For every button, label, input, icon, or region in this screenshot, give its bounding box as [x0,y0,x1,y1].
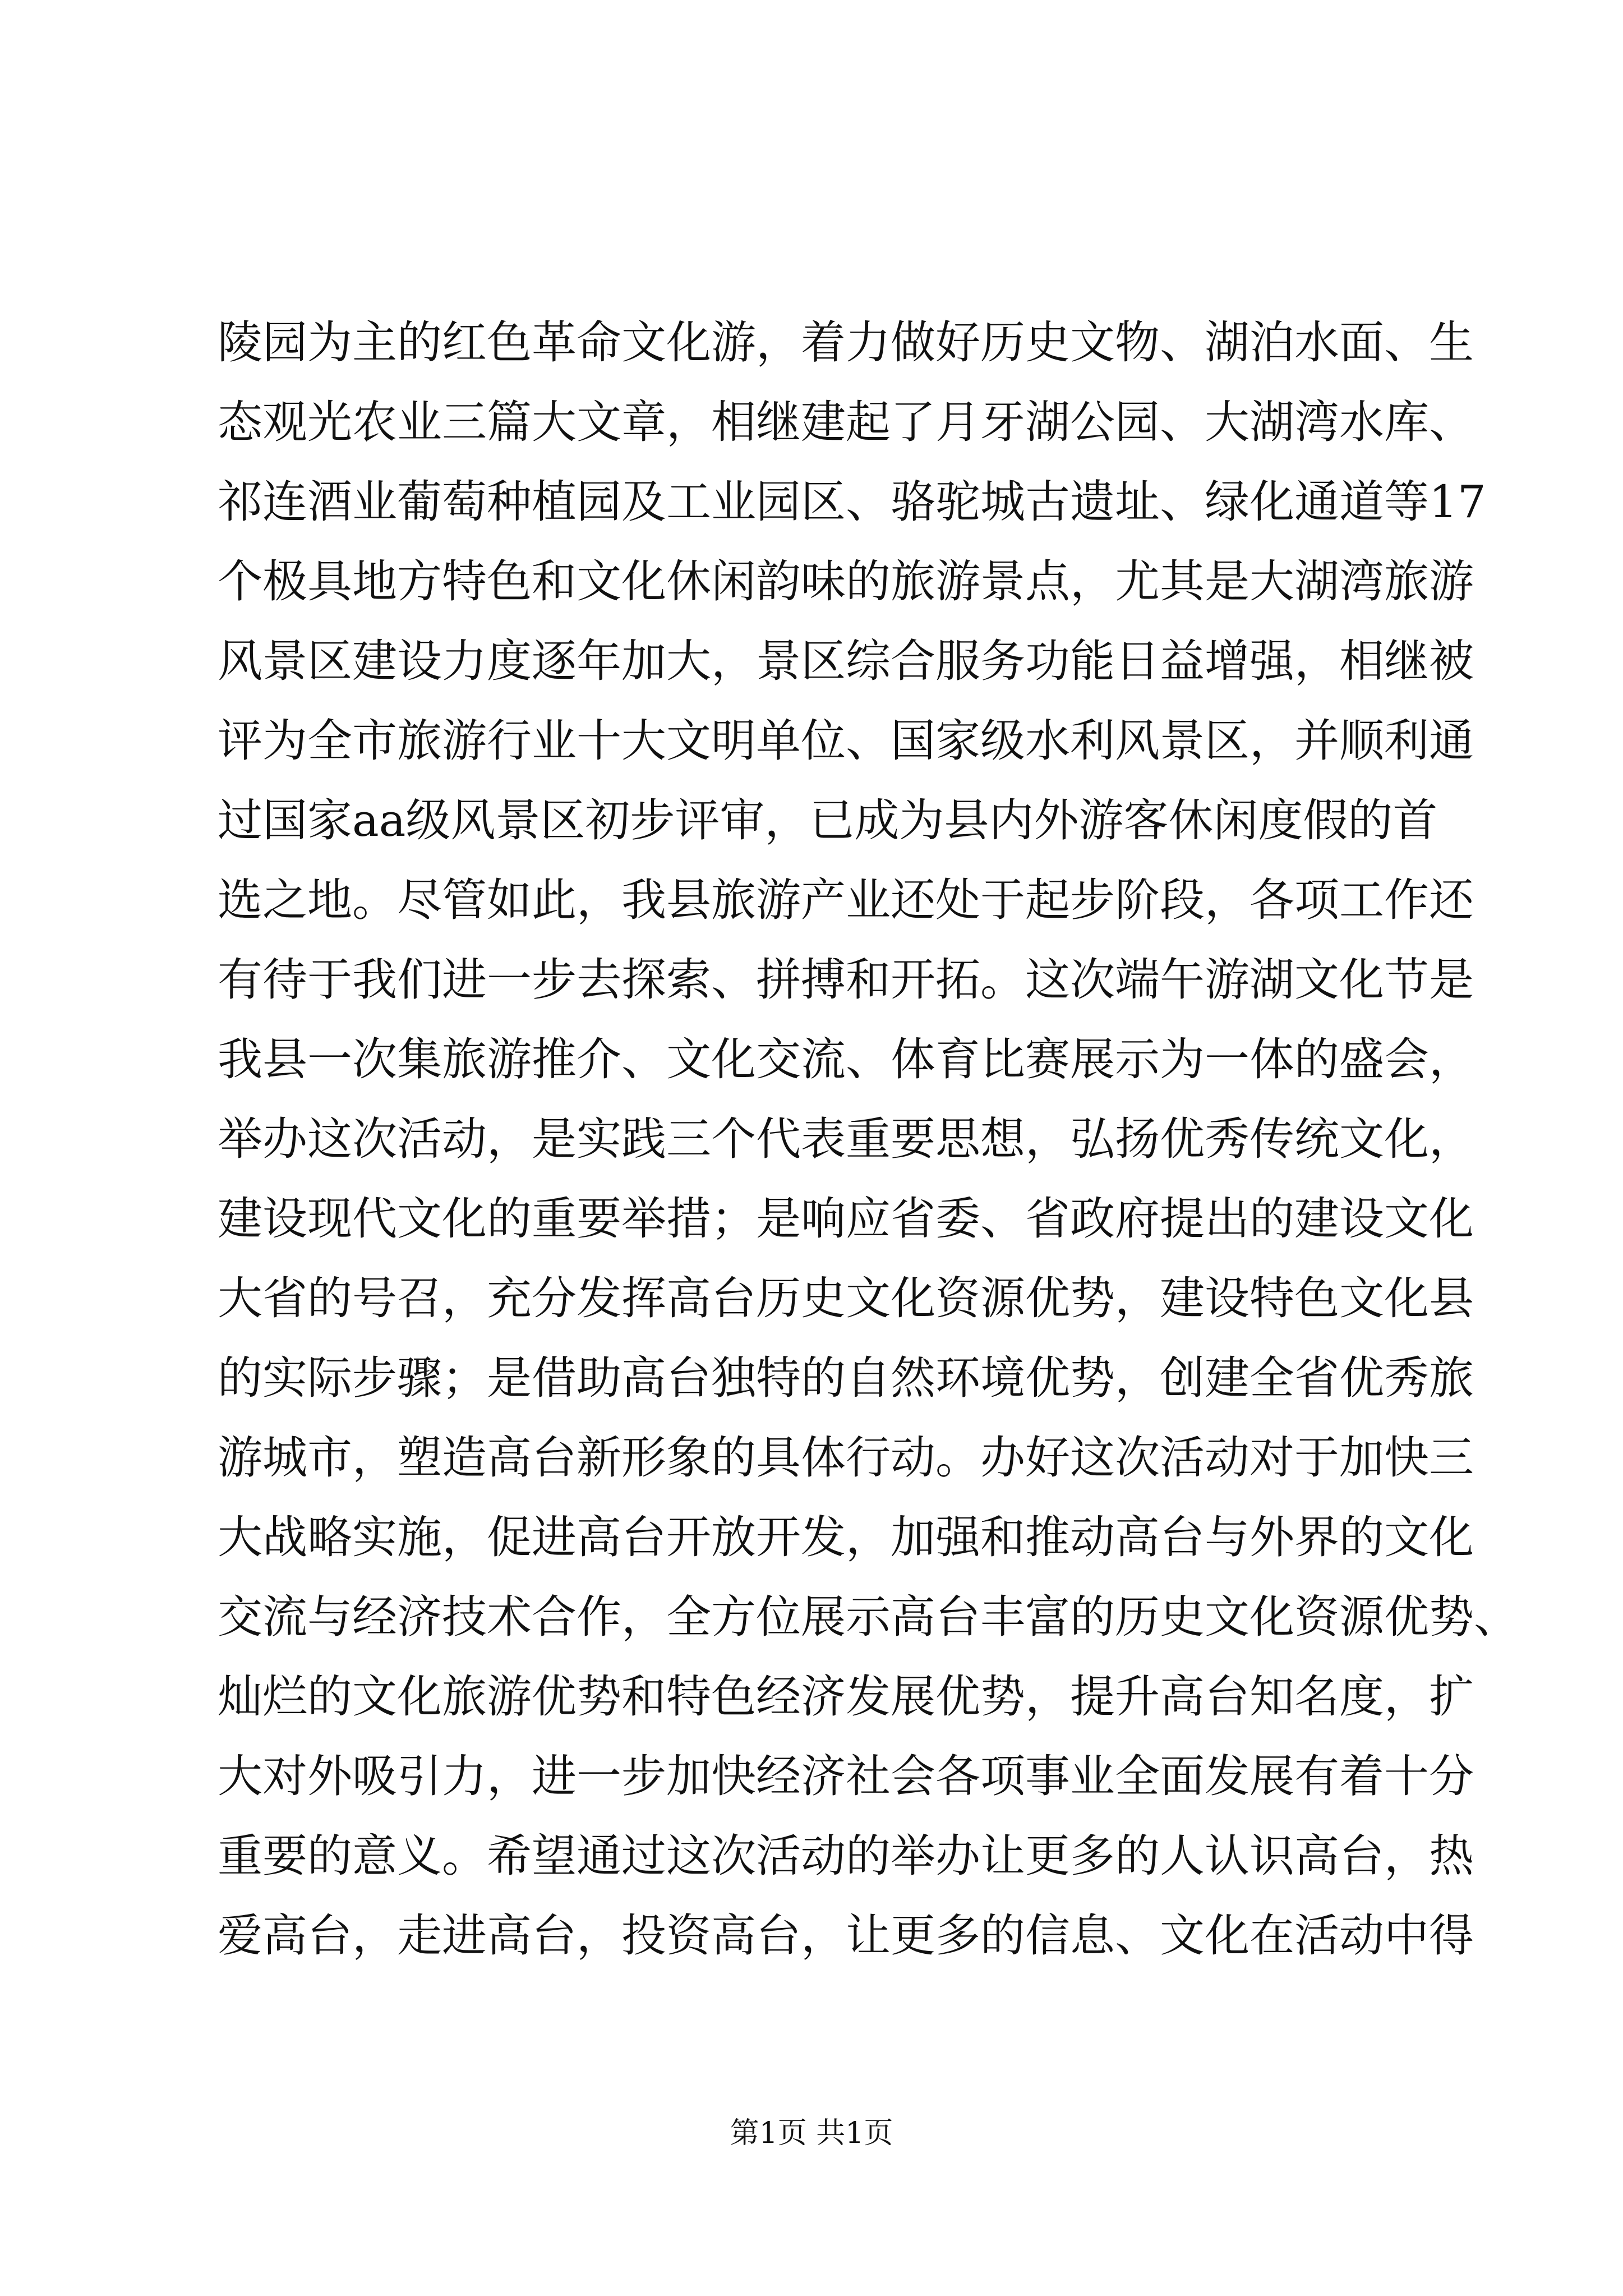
text-line: 大对外吸引力，进一步加快经济社会各项事业全面发展有着十分 [218,1750,1474,1802]
text-line: 重要的意义。希望通过这次活动的举办让更多的人认识高台，热 [218,1830,1474,1882]
text-line: 灿烂的文化旅游优势和特色经济发展优势，提升高台知名度，扩 [218,1671,1474,1723]
text-line: 风景区建设力度逐年加大，景区综合服务功能日益增强，相继被 [218,635,1474,687]
text-line: 祁连酒业葡萄种植园及工业园区、骆驼城古遗址、绿化通道等17 [218,476,1486,528]
text-line: 大战略实施，促进高台开放开发，加强和推动高台与外界的文化 [218,1511,1474,1563]
text-line: 大省的号召，充分发挥高台历史文化资源优势，建设特色文化县 [218,1272,1474,1324]
text-line: 评为全市旅游行业十大文明单位、国家级水利风景区，并顺利通 [218,715,1474,767]
text-line: 游城市，塑造高台新形象的具体行动。办好这次活动对于加快三 [218,1432,1474,1484]
text-line: 个极具地方特色和文化休闲韵味的旅游景点，尤其是大湖湾旅游 [218,555,1474,608]
text-line: 有待于我们进一步去探索、拼搏和开拓。这次端午游湖文化节是 [218,954,1474,1006]
text-line: 过国家aa级风景区初步评审，已成为县内外游客休闲度假的首 [218,794,1438,846]
page-number-footer: 第1页 共1页 [730,2116,893,2150]
document-body [218,303,1519,1976]
text-line: 举办这次活动，是实践三个代表重要思想，弘扬优秀传统文化， [218,1113,1474,1165]
text-line: 我县一次集旅游推介、文化交流、体育比赛展示为一体的盛会， [218,1033,1474,1085]
text-line: 态观光农业三篇大文章，相继建起了月牙湖公园、大湖湾水库、 [218,396,1474,448]
text-line: 建设现代文化的重要举措；是响应省委、省政府提出的建设文化 [218,1193,1474,1245]
text-line: 的实际步骤；是借助高台独特的自然环境优势，创建全省优秀旅 [218,1352,1474,1404]
text-line: 交流与经济技术合作，全方位展示高台丰富的历史文化资源优势、 [218,1591,1519,1643]
text-line: 选之地。尽管如此，我县旅游产业还处于起步阶段，各项工作还 [218,874,1474,926]
text-line: 陵园为主的红色革命文化游，着力做好历史文物、湖泊水面、生 [218,316,1474,369]
text-line: 爱高台，走进高台，投资高台，让更多的信息、文化在活动中得 [218,1910,1474,1962]
